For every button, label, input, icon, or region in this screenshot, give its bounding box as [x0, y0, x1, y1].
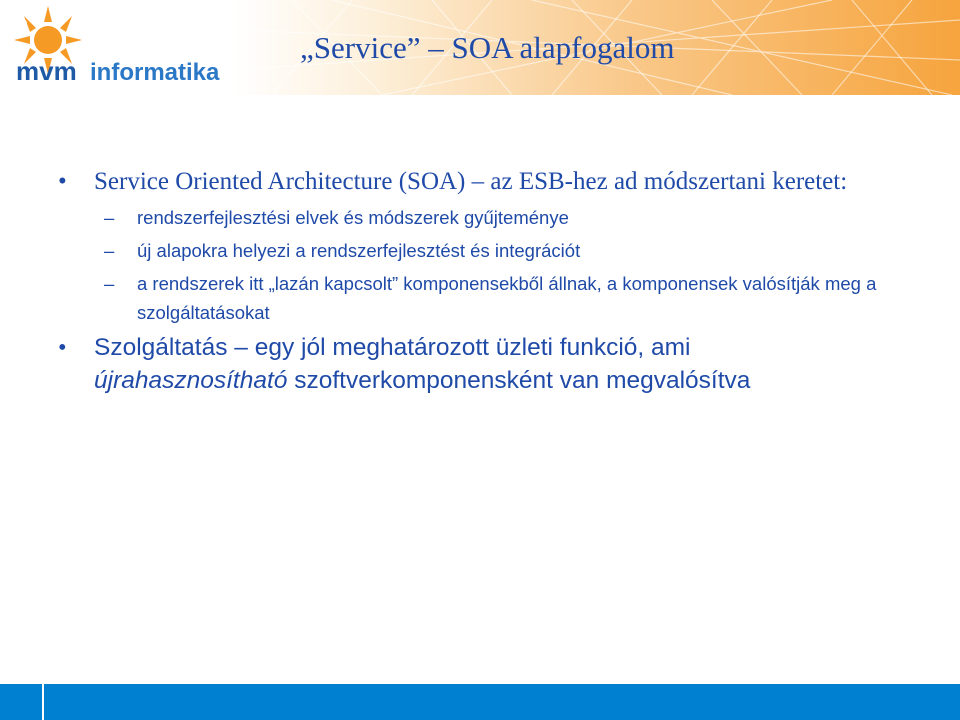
sub-item-text: a rendszerek itt „lazán kapcsolt” komponensekből állnak, a komponensek valósítják meg a szolgáltatásokat: [137, 273, 877, 323]
bullet-marker: •: [58, 168, 67, 195]
mvm-informatika-logo: [6, 4, 236, 90]
bullet-text: [94, 331, 938, 397]
slide-content: [58, 166, 938, 397]
slide-header: [0, 0, 960, 95]
sub-item-3: [58, 267, 938, 327]
dash-marker: –: [104, 273, 115, 294]
sub-item-2: [58, 234, 938, 267]
dash-marker: –: [104, 207, 115, 228]
bullet-text-part2: szoftverkomponensként van megvalósítva: [287, 367, 751, 394]
bullet-marker: •: [58, 334, 67, 361]
bullet-text: Service Oriented Architecture (SOA) – az ESB-hez ad módszertani keretet:: [94, 168, 848, 195]
dash-marker: –: [104, 240, 115, 261]
bullet-item-1: [58, 166, 938, 197]
slide-title: „Service” – SOA alapfogalom: [300, 30, 675, 65]
bullet-text-italic: újrahasznosítható: [94, 367, 288, 394]
bullet-item-2: [58, 331, 938, 397]
svg-text:mvm: mvm: [16, 56, 77, 86]
bullet-text-part1: Szolgáltatás – egy jól meghatározott üzleti funkció, ami: [94, 334, 691, 361]
sub-item-1: [58, 201, 938, 234]
sub-item-text: új alapokra helyezi a rendszerfejlesztést és integrációt: [137, 240, 581, 261]
page-number: 10: [12, 16, 28, 32]
svg-text:informatika: informatika: [90, 59, 220, 86]
slide-footer: [0, 684, 960, 720]
footer-divider: [42, 684, 44, 720]
sub-item-text: rendszerfejlesztési elvek és módszerek gyűjteménye: [137, 207, 569, 228]
